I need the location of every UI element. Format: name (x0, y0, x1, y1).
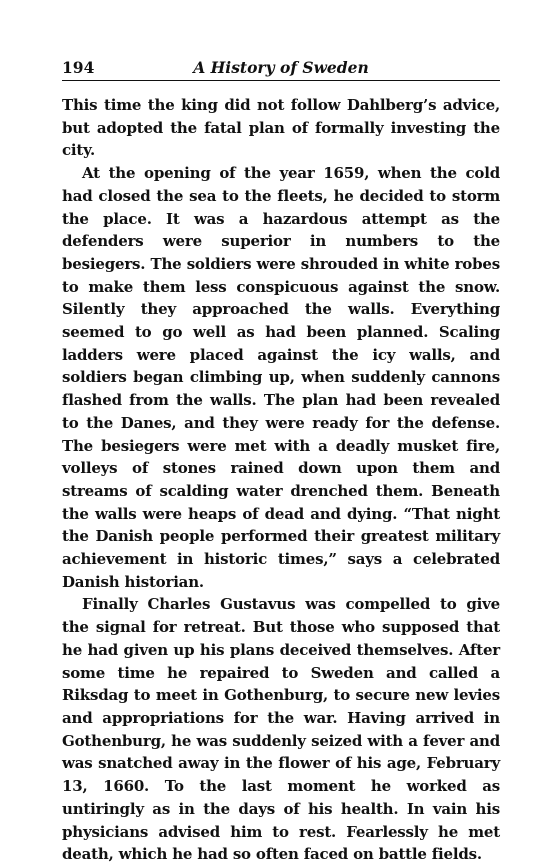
header-rule (62, 80, 500, 81)
body-text (62, 94, 500, 866)
page-number: 194 (62, 58, 95, 77)
page-header (62, 58, 500, 82)
paragraph-3: Finally Charles Gustavus was compelled to give the signal for retreat. But those who supposed that he had given up his plans deceived themselves. After some time he repaired to Sweden and called a Riksdag to meet in Gothenburg, to secure new levies and appropriations for the war. Having arrived in Gothenburg, he was suddenly seized with a fever and was snatched away in the flower of his age, February 13, 1660. To the last moment he worked as untiringly as in the days of his health. In vain his physicians advised him to rest. Fearlessly he met death, which he had so often faced on battle fields. (62, 595, 500, 864)
paragraph-2: At the opening of the year 1659, when the cold had closed the sea to the fleets, he decided to storm the place. It was a hazardous attempt as the defenders were superior in numbers to the besiegers. The soldiers were shrouded in white robes to make them less conspicuous against the snow. Silently they approached the walls. Everything seemed to go well as had been planned. Scaling ladders were placed against the icy walls, and soldiers began climbing up, when suddenly cannons flashed from the walls. The plan had been revealed to the Danes, and they were ready for the defense. The besiegers were met with a deadly musket fire, volleys of stones rained down upon them and streams of scalding water drenched them. Beneath the walls were heaps of dead and dying. “That night the Danish people performed their greatest military achievement in historic times,” says a celebrated Danish historian. (62, 164, 500, 591)
running-head-title: A History of Sweden (193, 58, 369, 77)
paragraph-1: This time the king did not follow Dahlberg’s advice, but adopted the fatal plan of formally investing the city. (62, 96, 500, 160)
